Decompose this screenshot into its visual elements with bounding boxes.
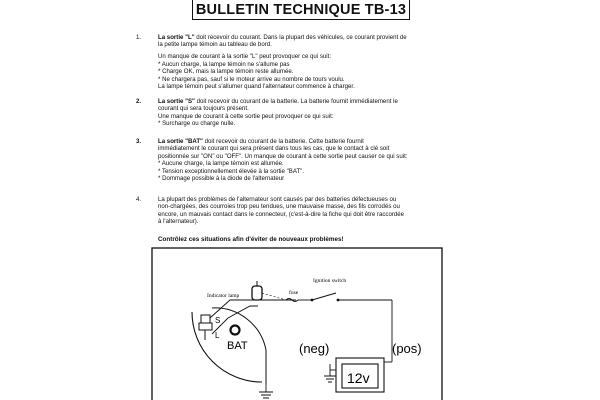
output-description: doit recevoir du courant de la batterie. Cette batterie fournit: [202, 138, 364, 145]
terminal-bat-label: BAT: [227, 340, 248, 352]
instruction-line: * Dommage possible à la diode de l'alternateur: [158, 175, 285, 183]
terminal-l-label: L: [215, 331, 220, 340]
ignition-switch-lever: [312, 293, 336, 300]
instruction-line: * Tension exceptionnellement élevée à la sortie "BAT".: [158, 167, 305, 175]
battery-voltage-label: 12v: [347, 370, 370, 386]
output-label: La sortie "L": [158, 34, 195, 41]
instruction-line: * Surcharge ou charge nulle.: [158, 120, 236, 128]
instruction-line: * Ne chargera pas, sauf si le moteur arrive au nombre de tours voulu.: [158, 75, 345, 83]
instruction-line: La lampe témoin peut s'allumer quand l'alternateur commence à charger.: [158, 82, 355, 90]
instruction-line: encore, un mauvais contact dans le connecteur, (c'est-à-dire la fiche qui doit être raccordée: [158, 210, 405, 218]
terminal-s-label: S: [215, 316, 221, 325]
warning-text: Contrôlez ces situations afin d'éviter de nouveaux problèmes!: [158, 236, 344, 243]
instruction-line: la petite lampe témoin au tableau de bord.: [158, 41, 272, 49]
item-number: 4.: [136, 196, 142, 203]
item-number: 2.: [136, 98, 142, 105]
ignition-switch-pivot: [311, 299, 314, 302]
item-number: 1.: [136, 34, 142, 41]
neg-label: (neg): [299, 341, 330, 356]
wire-lamp-dashed: [262, 293, 286, 300]
output-label: La sortie "S": [158, 98, 195, 105]
output-description: doit recevoir du courant de la batterie. La batterie fournit immédiatement le: [194, 98, 398, 105]
bulletin-title: BULLETIN TECHNIQUE TB-13: [195, 1, 407, 18]
instruction-line: Un manque de courant à la sortie "L" peut provoquer ce qui suit:: [158, 53, 332, 61]
indicator-lamp-label: Indicator lamp: [207, 293, 240, 299]
ignition-switch-label: Ignition switch: [313, 278, 347, 284]
item-number: 3.: [136, 138, 142, 145]
pos-label: (pos): [392, 341, 422, 356]
instruction-line: * Aucune charge, la lampe témoin est allumée.: [158, 160, 284, 168]
output-description: doit recevoir du courant. Dans la plupart des véhicules, ce courant provient de: [194, 34, 407, 41]
instruction-line: * Charge OK, mais la lampe témoin reste allumée.: [158, 68, 294, 76]
instruction-line: La plupart des problèmes de l'alternateur sont causés par des batteries défectueuses ou: [158, 196, 397, 203]
fuse-label: fuse: [289, 290, 299, 296]
indicator-lamp: [252, 286, 262, 300]
wire-s: [210, 300, 296, 318]
connector-plug-top: [201, 315, 210, 323]
bat-terminal: [231, 326, 240, 335]
instruction-line: à l'alternateur).: [158, 218, 199, 226]
instruction-line: Une manque de courant à cette sortie peut provoquer ce qui suit:: [158, 112, 334, 120]
diagram-frame: [152, 248, 442, 400]
instruction-line: * Aucun charge, la lampe témoin ne s'allume pas: [158, 60, 290, 68]
connector-plug-body: [199, 323, 212, 330]
instruction-line: non-chargées, des courroies trop peu tendues, une mauvaise masse, des fils corrodés ou: [158, 203, 400, 211]
output-label: La sortie "BAT": [158, 138, 203, 145]
instruction-line: immédiatement le courant qui sera présent dans tous les cas, que le contact à clé soit: [158, 145, 390, 153]
instruction-line: positionnée sur "ON" ou "OFF". Un manque de courant à cette sortie peut causer ce qui suit:: [158, 152, 408, 160]
instruction-line: courant qui sera toujours présent.: [158, 105, 249, 113]
